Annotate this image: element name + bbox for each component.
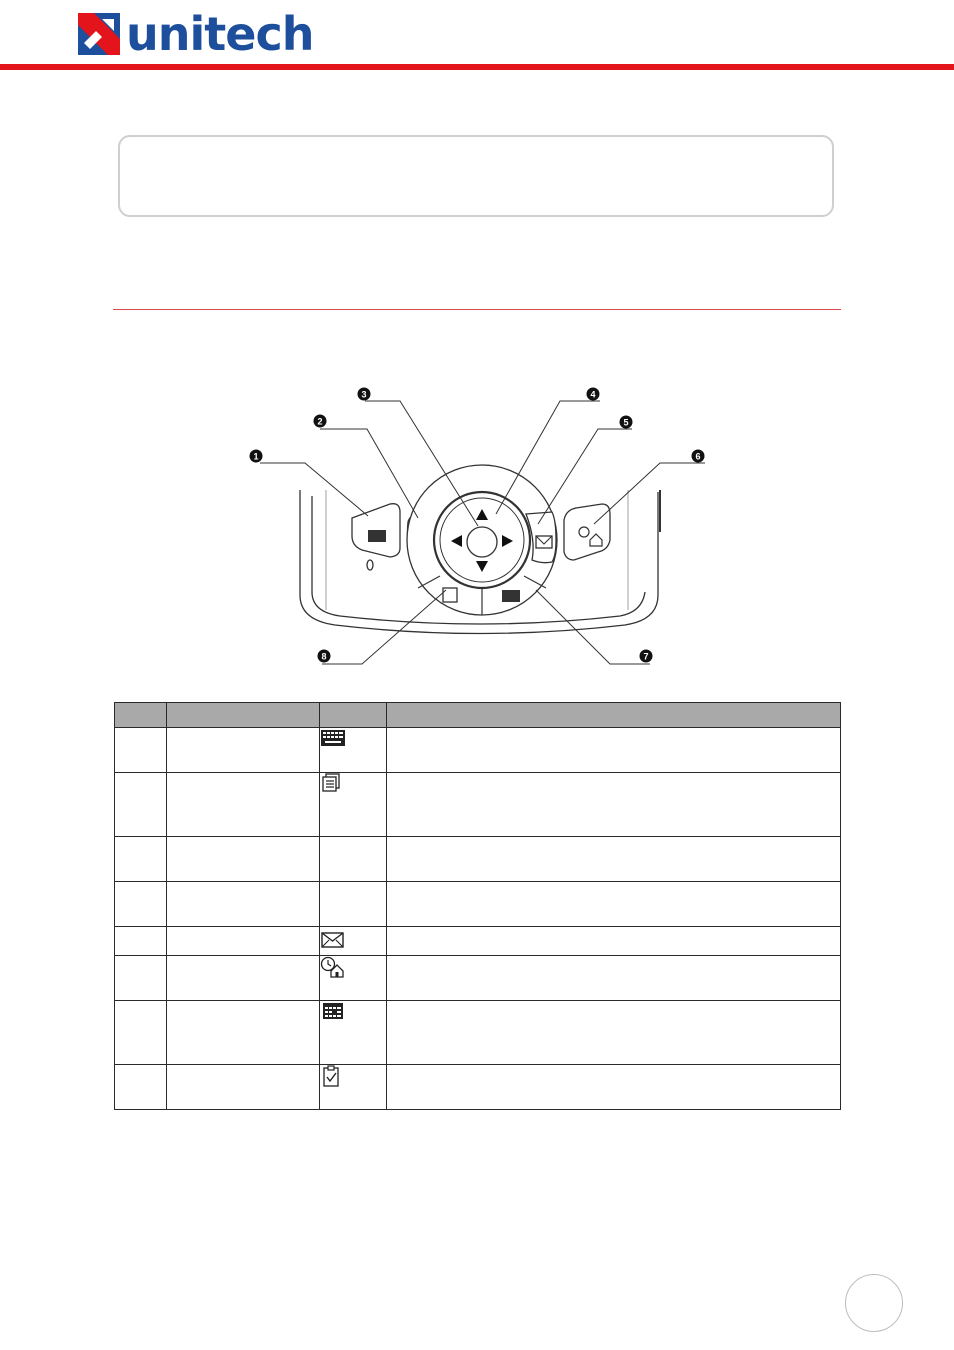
row-icon-cell	[320, 837, 387, 882]
svg-text:5: 5	[623, 417, 629, 428]
keypad-diagram	[240, 380, 720, 670]
table-row	[115, 728, 841, 773]
row-description	[387, 773, 841, 837]
row-description	[387, 728, 841, 773]
brand-name: unitech	[126, 7, 314, 61]
table-row	[115, 1065, 841, 1110]
row-key-name	[167, 773, 320, 837]
row-key-name	[167, 956, 320, 1001]
svg-text:6: 6	[695, 451, 701, 462]
keyboard-icon	[320, 728, 346, 750]
calendar-icon	[320, 1001, 346, 1023]
row-description	[387, 837, 841, 882]
table-row	[115, 837, 841, 882]
row-description	[387, 1065, 841, 1110]
callout-4	[587, 388, 600, 401]
today-key	[564, 504, 610, 560]
row-key-name	[167, 882, 320, 927]
row-description	[387, 1001, 841, 1065]
callout-6	[692, 450, 705, 463]
section-rule	[113, 309, 841, 310]
row-number	[115, 882, 167, 927]
row-icon-cell	[320, 927, 387, 956]
row-key-name	[167, 1001, 320, 1065]
svg-text:7: 7	[643, 651, 649, 662]
col-header-description	[387, 703, 841, 728]
row-icon-cell	[320, 882, 387, 927]
clipboard-check-icon	[320, 1065, 346, 1087]
keyboard-key	[352, 504, 400, 557]
row-number	[115, 956, 167, 1001]
unitech-logo	[78, 8, 313, 60]
svg-text:2: 2	[317, 416, 323, 427]
row-icon-cell	[320, 773, 387, 837]
callout-7	[640, 650, 653, 663]
header-red-bar	[0, 64, 954, 70]
callout-8	[318, 650, 331, 663]
key-function-table	[114, 702, 841, 1110]
row-icon-cell	[320, 1001, 387, 1065]
table-row	[115, 956, 841, 1001]
col-header-icon	[320, 703, 387, 728]
clock-home-icon	[320, 956, 346, 978]
row-number	[115, 773, 167, 837]
svg-text:1: 1	[253, 451, 259, 462]
svg-text:4: 4	[590, 389, 596, 400]
row-icon-cell	[320, 1065, 387, 1110]
row-key-name	[167, 837, 320, 882]
row-description	[387, 882, 841, 927]
unitech-logo-mark-icon	[78, 13, 120, 55]
row-key-name	[167, 1065, 320, 1110]
table-row	[115, 927, 841, 956]
row-number	[115, 1001, 167, 1065]
row-number	[115, 728, 167, 773]
page-number-circle	[845, 1274, 903, 1332]
callout-3	[358, 388, 371, 401]
windows-icon	[320, 773, 346, 795]
table-row	[115, 773, 841, 837]
row-number	[115, 1065, 167, 1110]
note-box	[118, 135, 834, 217]
row-key-name	[167, 728, 320, 773]
table-header-row	[115, 703, 841, 728]
callout-1	[250, 450, 263, 463]
row-number	[115, 927, 167, 956]
col-header-key	[167, 703, 320, 728]
row-key-name	[167, 927, 320, 956]
row-description	[387, 956, 841, 1001]
row-icon-cell	[320, 956, 387, 1001]
row-icon-cell	[320, 728, 387, 773]
svg-text:8: 8	[321, 651, 327, 662]
table-row	[115, 882, 841, 927]
svg-text:3: 3	[361, 389, 367, 400]
envelope-icon	[320, 931, 346, 949]
row-number	[115, 837, 167, 882]
row-description	[387, 927, 841, 956]
col-header-number	[115, 703, 167, 728]
table-row	[115, 1001, 841, 1065]
callout-5	[620, 416, 633, 429]
callout-2	[314, 415, 327, 428]
